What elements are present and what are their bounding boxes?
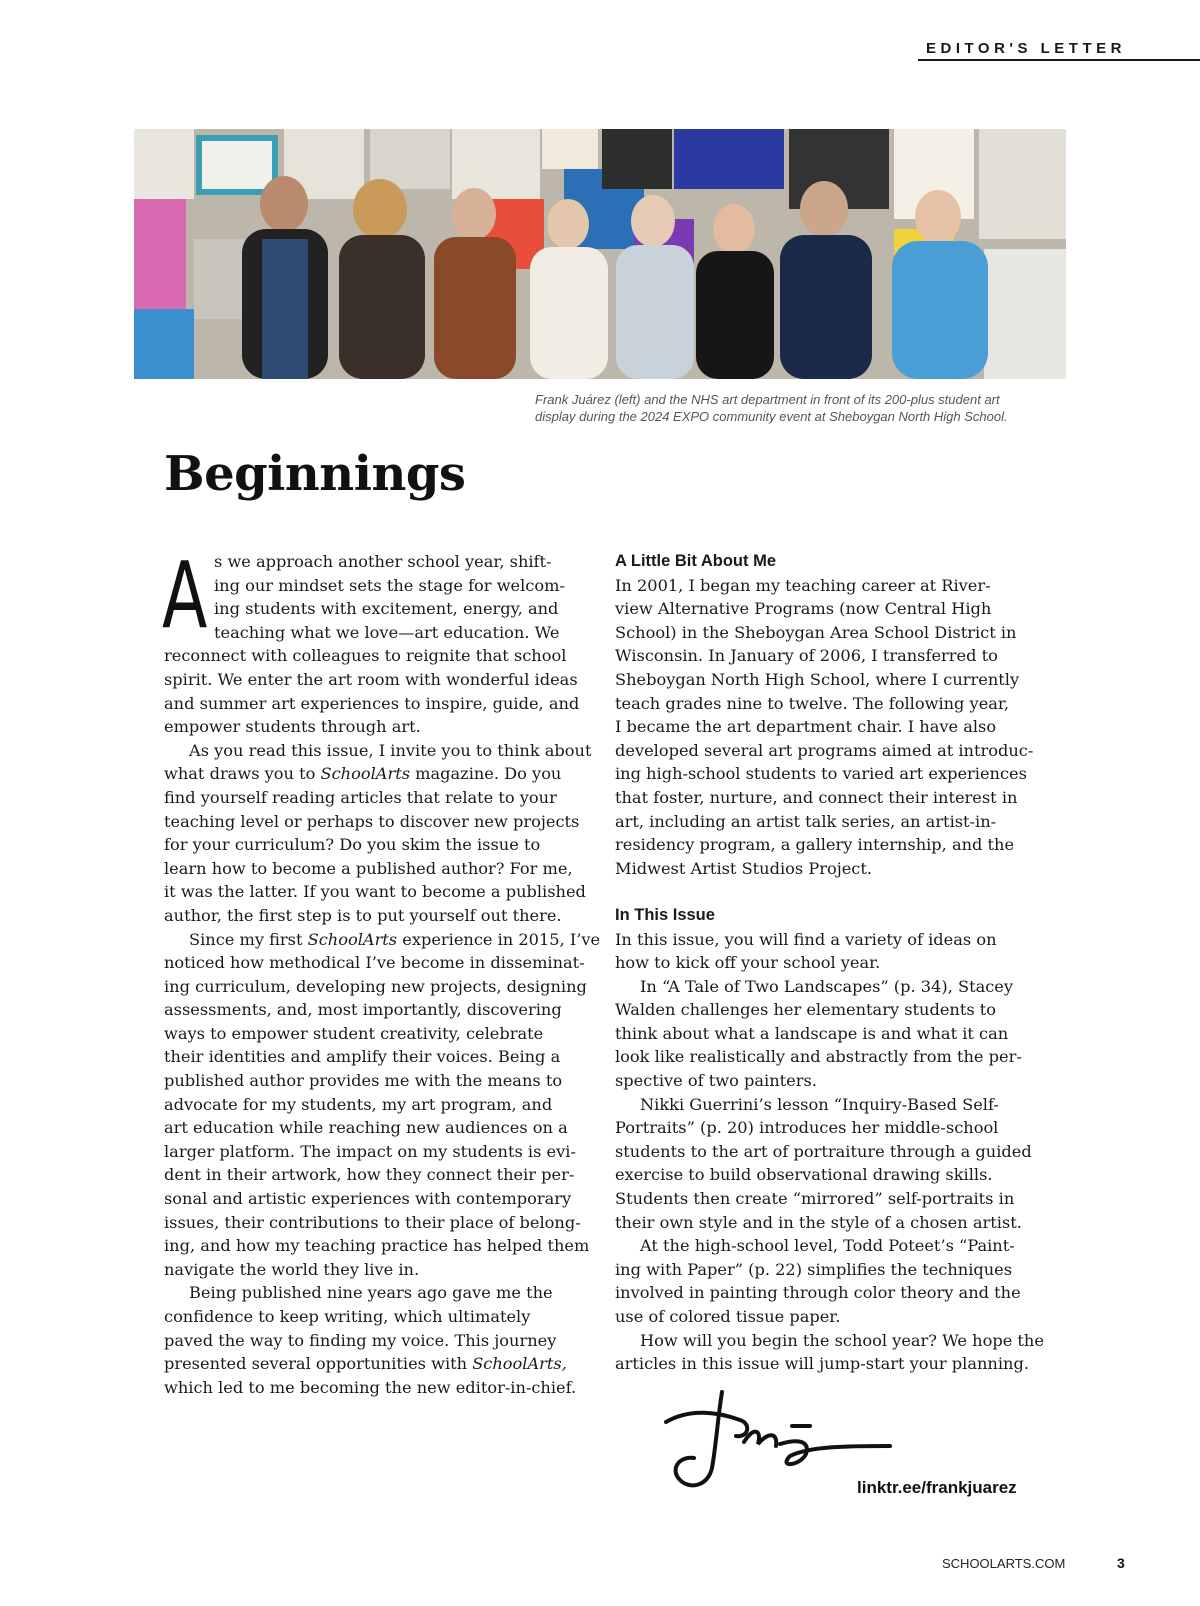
caption-line: Frank Juárez (left) and the NHS art department in front of its 200-plus student art <box>535 392 1000 407</box>
text-line: As you read this issue, I invite you to think about <box>189 740 592 760</box>
text-line: ing students with excitement, energy, and <box>214 599 559 619</box>
text-line: ing our mindset sets the stage for welcom- <box>214 575 565 595</box>
text-line: Nikki Guerrini’s lesson “Inquiry-Based Self- <box>640 1094 999 1114</box>
text-line: use of colored tissue paper. <box>615 1307 841 1326</box>
section-rule <box>918 59 1200 61</box>
text-line: Wisconsin. In January of 2006, I transferred to <box>615 646 998 666</box>
text-segment: presented several opportunities with <box>164 1354 473 1374</box>
text-line: Portraits” (p. 20) introduces her middle-school <box>615 1118 999 1138</box>
text-line: How will you begin the school year? We hope the <box>640 1330 1044 1350</box>
group-photo <box>134 129 1066 379</box>
paragraph-gap <box>615 880 1043 904</box>
text-line: noticed how methodical I’ve become in disseminat- <box>164 953 585 973</box>
text-line: their own style and in the style of a chosen artist. <box>615 1212 1022 1232</box>
text-line: author, the first step is to put yourself out there. <box>164 905 562 925</box>
text-line: In “A Tale of Two Landscapes” (p. 34), Stacey <box>640 976 1014 996</box>
right-column <box>615 550 1043 1376</box>
text-line: articles in this issue will jump-start your planning. <box>615 1354 1029 1374</box>
text-line: their identities and amplify their voices. Being a <box>164 1047 561 1067</box>
left-column <box>162 542 601 1399</box>
text-line: residency program, a gallery internship, and the <box>615 835 1015 855</box>
photo-caption <box>535 391 1055 425</box>
text-line: find yourself reading articles that relate to your <box>164 787 557 807</box>
text-line: teaching level or perhaps to discover new projects <box>164 811 580 831</box>
text-line: teach grades nine to twelve. The following year, <box>615 693 1010 713</box>
text-line <box>164 762 592 786</box>
caption-line: display during the 2024 EXPO community event at Sheboygan North High School. <box>535 409 1008 424</box>
text-line: Sheboygan North High School, where I currently <box>615 669 1020 689</box>
text-line: Walden challenges her elementary students to <box>615 1000 997 1020</box>
text-line <box>164 928 601 952</box>
text-line: issues, their contributions to their place of belong- <box>164 1212 581 1232</box>
text-line: look like realistically and abstractly from the per- <box>615 1047 1022 1067</box>
publication-name: SchoolArts <box>307 929 398 949</box>
text-line <box>164 1352 592 1376</box>
text-line: School) in the Sheboygan Area School District in <box>615 622 1017 642</box>
text-line: paved the way to finding my voice. This journey <box>164 1330 557 1350</box>
text-line: ing high-school students to varied art experiences <box>615 764 1027 784</box>
text-line: ing with Paper” (p. 22) simplifies the techniques <box>615 1259 1013 1279</box>
text-line: spective of two painters. <box>615 1071 817 1091</box>
section-subhead: A Little Bit About Me <box>615 552 777 570</box>
section-subhead: In This Issue <box>615 905 715 924</box>
text-line: sonal and artistic experiences with contemporary <box>164 1189 572 1209</box>
text-line: larger platform. The impact on my students is evi- <box>164 1141 576 1161</box>
text-line: it was the latter. If you want to become a published <box>164 882 586 902</box>
footer-site: SCHOOLARTS.COM <box>942 1556 1066 1571</box>
text-segment: what draws you to <box>164 764 321 784</box>
text-line: teaching what we love—art education. We <box>214 622 560 642</box>
text-line: which led to me becoming the new editor-in-chief. <box>164 1377 577 1397</box>
text-line: navigate the world they live in. <box>164 1259 420 1279</box>
text-line: spirit. We enter the art room with wonderful ideas <box>164 669 578 689</box>
text-line: dent in their artwork, how they connect their per- <box>164 1165 575 1185</box>
text-line: assessments, and, most importantly, discovering <box>164 1000 562 1020</box>
text-line: I became the art department chair. I have also <box>615 717 997 737</box>
text-line: empower students through art. <box>164 717 421 737</box>
text-line: At the high-school level, Todd Poteet’s “Paint- <box>640 1236 1015 1256</box>
text-line: developed several art programs aimed at introduc- <box>615 740 1034 760</box>
text-line: s we approach another school year, shift- <box>214 552 552 571</box>
text-line: exercise to build observational drawing skills. <box>615 1165 993 1185</box>
text-line: for your curriculum? Do you skim the issue to <box>164 835 541 855</box>
text-line: that foster, nurture, and connect their interest in <box>615 787 1018 807</box>
text-line: think about what a landscape is and what it can <box>615 1023 1009 1043</box>
publication-name: SchoolArts, <box>472 1354 567 1374</box>
text-segment: Since my first <box>189 929 308 949</box>
text-line: involved in painting through color theory and the <box>615 1283 1021 1303</box>
text-line: Students then create “mirrored” self-portraits in <box>615 1189 1015 1209</box>
text-line: advocate for my students, my art program, and <box>164 1094 553 1114</box>
text-line: Midwest Artist Studios Project. <box>615 858 873 878</box>
text-line: art education while reaching new audiences on a <box>164 1118 568 1138</box>
text-line: In 2001, I began my teaching career at River- <box>615 575 991 595</box>
text-line: how to kick off your school year. <box>615 953 881 973</box>
drop-cap: A <box>162 542 208 649</box>
text-line: and summer art experiences to inspire, guide, and <box>164 693 580 713</box>
article-title: Beginnings <box>164 446 466 502</box>
text-segment: experience in 2015, I’ve <box>397 929 601 949</box>
text-line: confidence to keep writing, which ultimately <box>164 1307 531 1326</box>
text-line: art, including an artist talk series, an artist-in- <box>615 811 997 831</box>
page-number: 3 <box>1117 1555 1125 1571</box>
text-line: published author provides me with the means to <box>164 1071 563 1091</box>
text-line: Being published nine years ago gave me the <box>189 1283 553 1303</box>
publication-name: SchoolArts <box>320 764 411 784</box>
linktree-link[interactable]: linktr.ee/frankjuarez <box>857 1478 1017 1497</box>
text-line: In this issue, you will find a variety of ideas on <box>615 929 997 949</box>
text-line: view Alternative Programs (now Central High <box>615 599 992 619</box>
text-line: ing curriculum, developing new projects, designing <box>164 976 587 996</box>
section-label: EDITOR'S LETTER <box>926 40 1126 57</box>
text-line: ways to empower student creativity, celebrate <box>164 1023 544 1043</box>
text-segment: magazine. Do you <box>410 764 562 784</box>
text-line: reconnect with colleagues to reignite that school <box>164 646 567 666</box>
text-line: students to the art of portraiture through a guided <box>615 1141 1032 1161</box>
text-line: ing, and how my teaching practice has helped them <box>164 1236 590 1256</box>
text-line: learn how to become a published author? For me, <box>164 858 573 878</box>
